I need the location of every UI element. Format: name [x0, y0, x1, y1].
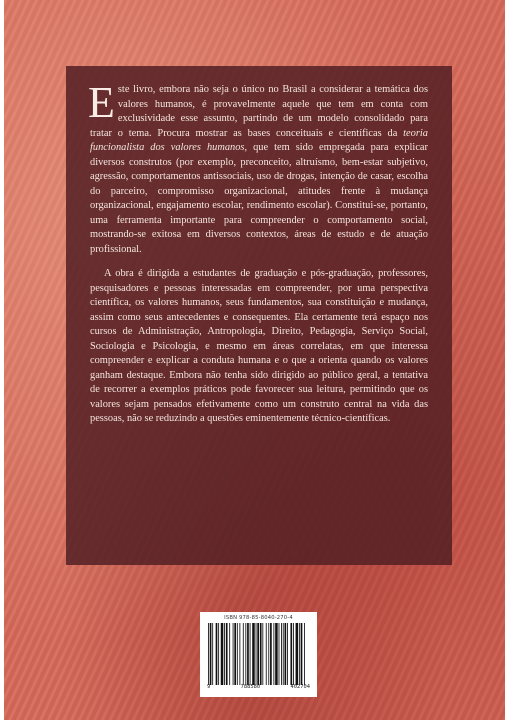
- barcode-label: [200, 612, 317, 697]
- barcode-icon: [205, 623, 310, 685]
- drop-cap: E: [88, 78, 115, 127]
- blurb-paragraph-1: [88, 78, 428, 257]
- blurb-p1-text-a: ste livro, embora não seja o único no Brasil a considerar a temática dos valores humanos, é provavelmente aquele que tem em conta com exclusividade esse assunto, partindo de um modelo consolidado para tratar o tema. Procura mostrar as bases conceituais e científicas da: [90, 84, 428, 139]
- isbn-text: ISBN 978-85-8040-270-4: [224, 615, 293, 621]
- blurb-p1-text-b: , que tem sido empregada para explicar diversos construtos (por exemplo, preconceito, altruísmo, bem-estar subjetivo, agressão, comportamentos antissociais, uso de drogas, intenção de casar, escolha do parceiro, compromisso organizacional, atitudes frente à mudança organizacional, engajamento escolar, rendimento escolar). Constitui-se, portanto, uma ferramenta importante para compreender o comportamento social, mostrando-se exitosa em diversos contextos, áreas de estudo e de atuação profissional.: [90, 142, 428, 255]
- barcode-digit-group-2: 402704: [290, 684, 310, 690]
- barcode-digit-group-1: 788580: [240, 684, 261, 690]
- blurb-p1-theory-name: teoria funcionalista dos valores humanos: [90, 127, 428, 153]
- blurb-box: [66, 66, 452, 565]
- back-cover: [4, 0, 505, 720]
- barcode-digit-first: 9: [207, 684, 211, 690]
- blurb-paragraph-2: A obra é dirigida a estudantes de graduação e pós-graduação, professores, pesquisadores e pessoas interessadas em compreender, por uma perspectiva científica, os valores humanos, seus fundamentos, sua constituição e mudança, assim como seus antecedentes e consequentes. Ela certamente terá espaço nos cursos de Administração, Antropologia, Direito, Pedagogia, Serviço Social, Sociologia e Psicologia, e mesmo em áreas correlatas, em que interessa compreender e explicar a conduta humana e o que a orienta quando os valores ganham destaque. Embora não tenha sido dirigido ao público geral, a tentativa de recorrer a exemplos práticos pode favorecer sua leitura, permitindo que os valores sejam pensados efetivamente como um construto central na vida das pessoas, não se reduzindo a questões eminentemente técnico-científicas.: [90, 268, 428, 424]
